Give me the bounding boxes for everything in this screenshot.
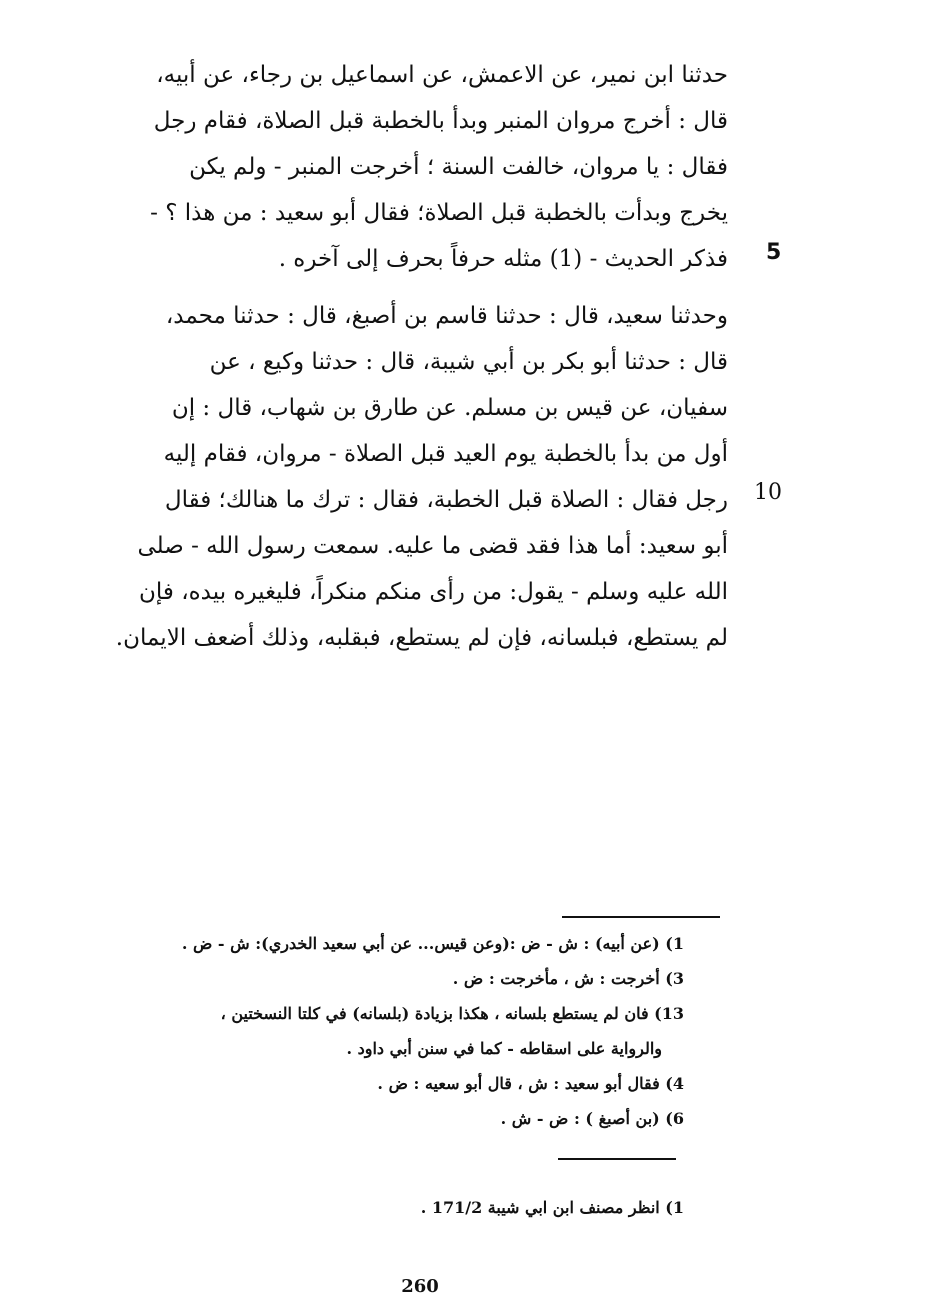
text-line: قال : حدثنا أبو بكر بن أبي شيبة، قال : حدثنا وكيع ، عن bbox=[209, 349, 728, 375]
paragraph-1 bbox=[78, 52, 728, 282]
text-line: رجل فقال : الصلاة قبل الخطبة، فقال : ترك ما هنالك؛ فقال bbox=[164, 487, 728, 513]
text-line: فذكر الحديث - (1) مثله حرفاً بحرف إلى آخره . bbox=[278, 246, 728, 272]
text-line: أول من بدأ بالخطبة يوم العيد قبل الصلاة - مروان، فقام إليه bbox=[163, 441, 728, 467]
text-line: فقال : يا مروان، خالفت السنة ؛ أخرجت المنبر - ولم يكن bbox=[189, 154, 728, 180]
footnote: 6) (بن أصبغ ) : ض - ش . bbox=[500, 1109, 684, 1128]
footnote: 4) فقال أبو سعيد : ش ، قال أبو سعيه : ض . bbox=[377, 1074, 684, 1093]
text-line: يخرج وبدأت بالخطبة قبل الصلاة؛ فقال أبو سعيد : من هذا ؟ - bbox=[150, 200, 728, 226]
footnote-divider bbox=[562, 916, 720, 918]
page-number: 260 bbox=[401, 1276, 439, 1297]
text-line: أبو سعيد: أما هذا فقد قضى ما عليه. سمعت رسول الله - صلى bbox=[137, 533, 728, 559]
text-line: الله عليه وسلم - يقول: من رأى منكم منكراً، فليغيره بيده، فإن bbox=[139, 579, 728, 605]
footnote-continuation: والرواية على اسقاطه - كما في سنن أبي داود . bbox=[346, 1039, 662, 1058]
text-line: قال : أخرج مروان المنبر وبدأ بالخطبة قبل الصلاة، فقام رجل bbox=[153, 108, 728, 134]
text-line: سفيان، عن قيس بن مسلم. عن طارق بن شهاب، قال : إن bbox=[171, 395, 728, 421]
text-line: حدثنا ابن نمير، عن الاعمش، عن اسماعيل بن رجاء، عن أبيه، bbox=[156, 62, 728, 88]
text-line: لم يستطع، فبلسانه، فإن لم يستطع، فبقلبه، وذلك أضعف الايمان. bbox=[115, 625, 728, 651]
reference-divider bbox=[558, 1158, 676, 1160]
line-number-5: 5 bbox=[766, 240, 782, 265]
line-number-10: 10 bbox=[754, 480, 782, 505]
variant-footnotes bbox=[0, 926, 684, 1136]
footnote: 3) أخرجت : ش ، مأخرجت : ض . bbox=[452, 969, 684, 988]
reference-footnotes bbox=[84, 1190, 684, 1225]
footnote: 1) (عن أبيه) : ش - ض :(وعن قيس... عن أبي سعيد الخدري): ش - ض . bbox=[181, 934, 684, 953]
text-line: وحدثنا سعيد، قال : حدثنا قاسم بن أصبغ، قال : حدثنا محمد، bbox=[165, 303, 728, 329]
footnote: 13) فان لم يستطع بلسانه ، هكذا بزيادة (بلسانه) في كلتا النسختين ، bbox=[220, 1004, 684, 1023]
paragraph-2 bbox=[78, 293, 728, 661]
footnote: 1) انظر مصنف ابن ابي شيبة 171/2 . bbox=[420, 1198, 684, 1217]
